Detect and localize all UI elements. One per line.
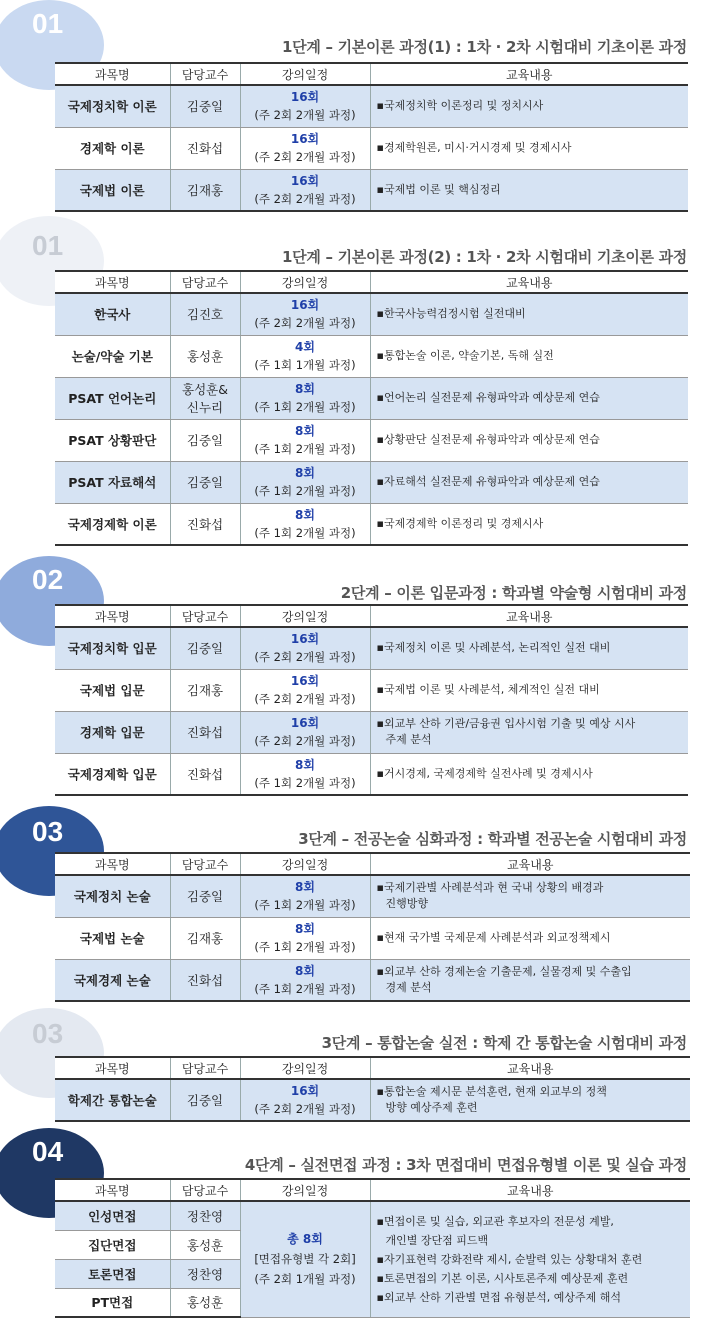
content-cell bbox=[370, 127, 688, 169]
professor-cell: 홍성훈& 신누리 bbox=[170, 377, 240, 419]
header-subject: 과목명 bbox=[55, 1057, 170, 1079]
section-number: 01 bbox=[32, 230, 64, 261]
schedule-cell bbox=[240, 293, 370, 335]
subject-cell: 국제경제학 이론 bbox=[55, 503, 170, 545]
content-cell bbox=[370, 875, 690, 917]
schedule-detail: (주 1회 2개월 과정) bbox=[254, 981, 356, 996]
schedule-detail: (주 1회 2개월 과정) bbox=[254, 442, 356, 456]
content-line: 경제 분석 bbox=[385, 980, 432, 994]
schedule-detail: (주 2회 2개월 과정) bbox=[254, 734, 356, 748]
content-line: ▪통합논술 제시문 분석훈련, 현재 외교부의 정책 bbox=[376, 1085, 607, 1098]
header-schedule: 강의일정 bbox=[240, 1057, 370, 1079]
header-row bbox=[55, 271, 688, 293]
header-subject: 과목명 bbox=[55, 853, 170, 875]
schedule-detail: (주 1회 2개월 과정) bbox=[254, 400, 356, 414]
table-row bbox=[55, 419, 688, 461]
content-cell bbox=[370, 1079, 690, 1121]
schedule-detail: (주 1회 2개월 과정) bbox=[254, 898, 356, 913]
table-row bbox=[55, 503, 688, 545]
header-professor: 담당교수 bbox=[170, 271, 240, 293]
header-row bbox=[55, 1179, 690, 1201]
content-cell bbox=[370, 669, 688, 711]
subject-cell: 경제학 이론 bbox=[55, 127, 170, 169]
table-row bbox=[55, 917, 690, 959]
schedule-line: 총 8회 bbox=[287, 1232, 323, 1247]
session-count: 16회 bbox=[290, 132, 320, 146]
schedule-cell bbox=[240, 917, 370, 959]
content-line: ▪상황판단 실전문제 유형파악과 예상문제 연습 bbox=[376, 433, 600, 446]
table-row bbox=[55, 293, 688, 335]
table-row bbox=[55, 461, 688, 503]
subject-cell: 국제경제 논술 bbox=[55, 959, 170, 1001]
header-professor: 담당교수 bbox=[170, 605, 240, 627]
subject-cell: PSAT 언어논리 bbox=[55, 377, 170, 419]
professor-cell: 진화섭 bbox=[170, 753, 240, 795]
section-number: 03 bbox=[32, 1018, 64, 1049]
session-count: 8회 bbox=[295, 424, 315, 438]
course-table bbox=[55, 62, 688, 212]
table-row bbox=[55, 377, 688, 419]
professor-cell: 김중일 bbox=[170, 1079, 240, 1121]
content-line: 개인별 장단점 피드백 bbox=[385, 1233, 489, 1247]
subject-cell: 국제경제학 입문 bbox=[55, 753, 170, 795]
subject-cell: 한국사 bbox=[55, 293, 170, 335]
professor-cell: 김진호 bbox=[170, 293, 240, 335]
section-number: 01 bbox=[32, 8, 64, 39]
header-row bbox=[55, 63, 688, 85]
subject-cell: 논술/약술 기본 bbox=[55, 335, 170, 377]
schedule-detail: (주 2회 2개월 과정) bbox=[254, 191, 356, 206]
schedule-cell bbox=[240, 627, 370, 669]
schedule-detail: (주 2회 2개월 과정) bbox=[254, 650, 356, 665]
table-row bbox=[55, 959, 690, 1001]
course-table bbox=[55, 1178, 690, 1318]
schedule-cell bbox=[240, 335, 370, 377]
header-content: 교육내용 bbox=[370, 63, 688, 85]
content-line: ▪국제정치학 이론정리 및 정치시사 bbox=[376, 99, 544, 113]
schedule-cell bbox=[240, 85, 370, 127]
subject-cell: 국제정치학 입문 bbox=[55, 627, 170, 669]
content-line: ▪현재 국가별 국제문제 사례분석과 외교정책제시 bbox=[376, 931, 611, 944]
content-line: ▪외교부 산하 기관별 면접 유형분석, 예상주제 해석 bbox=[376, 1290, 621, 1304]
session-count: 8회 bbox=[295, 466, 315, 480]
professor-cell: 김중일 bbox=[170, 85, 240, 127]
content-cell bbox=[370, 503, 688, 545]
table-row bbox=[55, 169, 688, 211]
header-content: 교육내용 bbox=[370, 1179, 690, 1201]
header-schedule: 강의일정 bbox=[240, 853, 370, 875]
session-count: 8회 bbox=[295, 507, 315, 522]
section-number: 02 bbox=[32, 564, 64, 595]
section-title: 1단계 – 기본이론 과정(2) : 1차 · 2차 시험대비 기초이론 과정 bbox=[282, 248, 687, 266]
course-table bbox=[55, 852, 690, 1002]
subject-cell: 인성면접 bbox=[55, 1201, 170, 1230]
header-row bbox=[55, 853, 690, 875]
section-title: 3단계 – 통합논술 실전 : 학제 간 통합논술 시험대비 과정 bbox=[321, 1034, 687, 1052]
subject-cell: 토론면접 bbox=[55, 1259, 170, 1288]
schedule-detail: (주 2회 2개월 과정) bbox=[254, 1102, 356, 1116]
content-cell bbox=[370, 461, 688, 503]
session-count: 8회 bbox=[295, 880, 315, 895]
content-line: ▪국제경제학 이론정리 및 경제시사 bbox=[376, 516, 544, 530]
professor-cell: 진화섭 bbox=[170, 503, 240, 545]
content-line: ▪통합논술 이론, 약술기본, 독해 실전 bbox=[376, 349, 554, 362]
professor-cell: 김중일 bbox=[170, 419, 240, 461]
header-professor: 담당교수 bbox=[170, 63, 240, 85]
schedule-detail: (주 1회 1개월 과정) bbox=[254, 358, 356, 372]
professor-cell: 정찬영 bbox=[170, 1201, 240, 1230]
professor-cell: 정찬영 bbox=[170, 1259, 240, 1288]
content-line: ▪언어논리 실전문제 유형파악과 예상문제 연습 bbox=[376, 391, 600, 404]
schedule-cell bbox=[240, 419, 370, 461]
table-row bbox=[55, 1201, 690, 1230]
subject-cell: PT면접 bbox=[55, 1288, 170, 1317]
header-professor: 담당교수 bbox=[170, 1057, 240, 1079]
content-line: ▪거시경제, 국제경제학 실전사례 및 경제시사 bbox=[376, 766, 593, 780]
header-schedule: 강의일정 bbox=[240, 271, 370, 293]
course-table bbox=[55, 1056, 690, 1122]
professor-cell: 진화섭 bbox=[170, 127, 240, 169]
subject-cell: 국제법 입문 bbox=[55, 669, 170, 711]
schedule-cell bbox=[240, 1079, 370, 1121]
content-line: ▪자기표현력 강화전략 제시, 순발력 있는 상황대처 훈련 bbox=[376, 1252, 643, 1266]
header-schedule: 강의일정 bbox=[240, 63, 370, 85]
schedule-line: [면접유형별 각 2회] bbox=[254, 1252, 356, 1267]
subject-cell: 집단면접 bbox=[55, 1230, 170, 1259]
session-count: 16회 bbox=[290, 1084, 320, 1098]
schedule-cell bbox=[240, 669, 370, 711]
subject-cell: PSAT 상황판단 bbox=[55, 419, 170, 461]
schedule-detail: (주 2회 2개월 과정) bbox=[254, 150, 356, 164]
professor-cell: 김재홍 bbox=[170, 669, 240, 711]
schedule-cell bbox=[240, 875, 370, 917]
session-count: 16회 bbox=[290, 90, 320, 105]
schedule-detail: (주 2회 2개월 과정) bbox=[254, 692, 356, 706]
table-row bbox=[55, 753, 688, 795]
subject-cell: 국제법 논술 bbox=[55, 917, 170, 959]
session-count: 16회 bbox=[290, 674, 320, 688]
section-title: 3단계 – 전공논술 심화과정 : 학과별 전공논술 시험대비 과정 bbox=[298, 830, 687, 848]
header-schedule: 강의일정 bbox=[240, 605, 370, 627]
header-subject: 과목명 bbox=[55, 271, 170, 293]
content-cell bbox=[370, 85, 688, 127]
section-title: 1단계 – 기본이론 과정(1) : 1차 · 2차 시험대비 기초이론 과정 bbox=[282, 38, 687, 56]
table-row bbox=[55, 875, 690, 917]
session-count: 8회 bbox=[295, 922, 315, 936]
session-count: 16회 bbox=[290, 173, 320, 188]
header-content: 교육내용 bbox=[370, 605, 688, 627]
professor-cell: 김중일 bbox=[170, 461, 240, 503]
content-line: 주제 분석 bbox=[385, 733, 432, 746]
content-line: 진행방향 bbox=[385, 897, 429, 911]
content-cell bbox=[370, 169, 688, 211]
session-count: 8회 bbox=[295, 757, 315, 772]
subject-cell: PSAT 자료해석 bbox=[55, 461, 170, 503]
content-line: ▪국제법 이론 및 사례분석, 체계적인 실전 대비 bbox=[376, 683, 600, 696]
content-cell bbox=[370, 711, 688, 753]
schedule-detail: (주 1회 2개월 과정) bbox=[254, 775, 356, 790]
course-table bbox=[55, 604, 688, 796]
content-cell bbox=[370, 293, 688, 335]
section-title: 2단계 – 이론 입문과정 : 학과별 약술형 시험대비 과정 bbox=[340, 584, 687, 602]
table-row bbox=[55, 711, 688, 753]
session-count: 16회 bbox=[290, 632, 320, 647]
professor-cell: 홍성훈 bbox=[170, 1288, 240, 1317]
content-line: ▪국제법 이론 및 핵심정리 bbox=[376, 182, 501, 196]
content-line: ▪국제정치 이론 및 사례분석, 논리적인 실전 대비 bbox=[376, 641, 611, 655]
schedule-cell bbox=[240, 1201, 370, 1317]
schedule-detail: (주 2회 2개월 과정) bbox=[254, 108, 356, 123]
table-row bbox=[55, 627, 688, 669]
section-number: 03 bbox=[32, 816, 64, 847]
header-professor: 담당교수 bbox=[170, 853, 240, 875]
professor-cell: 김중일 bbox=[170, 875, 240, 917]
header-subject: 과목명 bbox=[55, 1179, 170, 1201]
header-schedule: 강의일정 bbox=[240, 1179, 370, 1201]
section-title: 4단계 – 실전면접 과정 : 3차 면접대비 면접유형별 이론 및 실습 과정 bbox=[244, 1156, 687, 1174]
content-line: ▪토론면접의 기본 이론, 시사토론주제 예상문제 훈련 bbox=[376, 1271, 629, 1285]
header-content: 교육내용 bbox=[370, 853, 690, 875]
header-row bbox=[55, 605, 688, 627]
content-cell bbox=[370, 959, 690, 1001]
subject-cell: 국제정치 논술 bbox=[55, 875, 170, 917]
table-row bbox=[55, 127, 688, 169]
content-cell bbox=[370, 1201, 690, 1317]
subject-cell: 국제정치학 이론 bbox=[55, 85, 170, 127]
content-line: ▪국제기관별 사례분석과 현 국내 상황의 배경과 bbox=[376, 881, 604, 895]
table-row bbox=[55, 1079, 690, 1121]
content-cell bbox=[370, 335, 688, 377]
content-cell bbox=[370, 419, 688, 461]
schedule-line: (주 2회 1개월 과정) bbox=[254, 1272, 356, 1287]
content-line: ▪자료해석 실전문제 유형파악과 예상문제 연습 bbox=[376, 475, 600, 488]
table-row bbox=[55, 335, 688, 377]
professor-cell: 홍성훈 bbox=[170, 1230, 240, 1259]
professor-cell: 김재홍 bbox=[170, 169, 240, 211]
content-line: ▪경제학원론, 미시·거시경제 및 경제시사 bbox=[376, 141, 572, 154]
schedule-detail: (주 1회 2개월 과정) bbox=[254, 940, 356, 954]
subject-cell: 경제학 입문 bbox=[55, 711, 170, 753]
course-table bbox=[55, 270, 688, 546]
professor-cell: 홍성훈 bbox=[170, 335, 240, 377]
header-row bbox=[55, 1057, 690, 1079]
session-count: 8회 bbox=[295, 382, 315, 396]
header-content: 교육내용 bbox=[370, 1057, 690, 1079]
header-subject: 과목명 bbox=[55, 63, 170, 85]
content-cell bbox=[370, 917, 690, 959]
schedule-cell bbox=[240, 959, 370, 1001]
session-count: 16회 bbox=[290, 298, 320, 313]
table-row bbox=[55, 669, 688, 711]
schedule-cell bbox=[240, 503, 370, 545]
header-content: 교육내용 bbox=[370, 271, 688, 293]
subject-cell: 학제간 통합논술 bbox=[55, 1079, 170, 1121]
professor-cell: 김재홍 bbox=[170, 917, 240, 959]
content-line: ▪면접이론 및 실습, 외교관 후보자의 전문성 계발, bbox=[376, 1214, 614, 1228]
professor-cell: 진화섭 bbox=[170, 959, 240, 1001]
professor-cell: 진화섭 bbox=[170, 711, 240, 753]
schedule-detail: (주 1회 2개월 과정) bbox=[254, 484, 356, 498]
schedule-cell bbox=[240, 377, 370, 419]
schedule-detail: (주 2회 2개월 과정) bbox=[254, 316, 356, 331]
session-count: 8회 bbox=[295, 963, 315, 978]
section-number: 04 bbox=[32, 1136, 64, 1167]
content-line: ▪외교부 산하 기관/금융권 입사시험 기출 및 예상 시사 bbox=[376, 717, 636, 730]
content-cell bbox=[370, 377, 688, 419]
schedule-cell bbox=[240, 127, 370, 169]
content-line: 방향 예상주제 훈련 bbox=[385, 1101, 478, 1114]
schedule-cell bbox=[240, 461, 370, 503]
schedule-cell bbox=[240, 169, 370, 211]
schedule-cell bbox=[240, 711, 370, 753]
table-row bbox=[55, 85, 688, 127]
subject-cell: 국제법 이론 bbox=[55, 169, 170, 211]
schedule-cell bbox=[240, 753, 370, 795]
session-count: 4회 bbox=[295, 340, 315, 354]
professor-cell: 김중일 bbox=[170, 627, 240, 669]
schedule-detail: (주 1회 2개월 과정) bbox=[254, 525, 356, 540]
session-count: 16회 bbox=[290, 716, 320, 730]
content-cell bbox=[370, 753, 688, 795]
content-cell bbox=[370, 627, 688, 669]
header-subject: 과목명 bbox=[55, 605, 170, 627]
content-line: ▪한국사능력검정시험 실전대비 bbox=[376, 307, 526, 321]
content-line: ▪외교부 산하 경제논술 기출문제, 실물경제 및 수출입 bbox=[376, 964, 632, 978]
header-professor: 담당교수 bbox=[170, 1179, 240, 1201]
